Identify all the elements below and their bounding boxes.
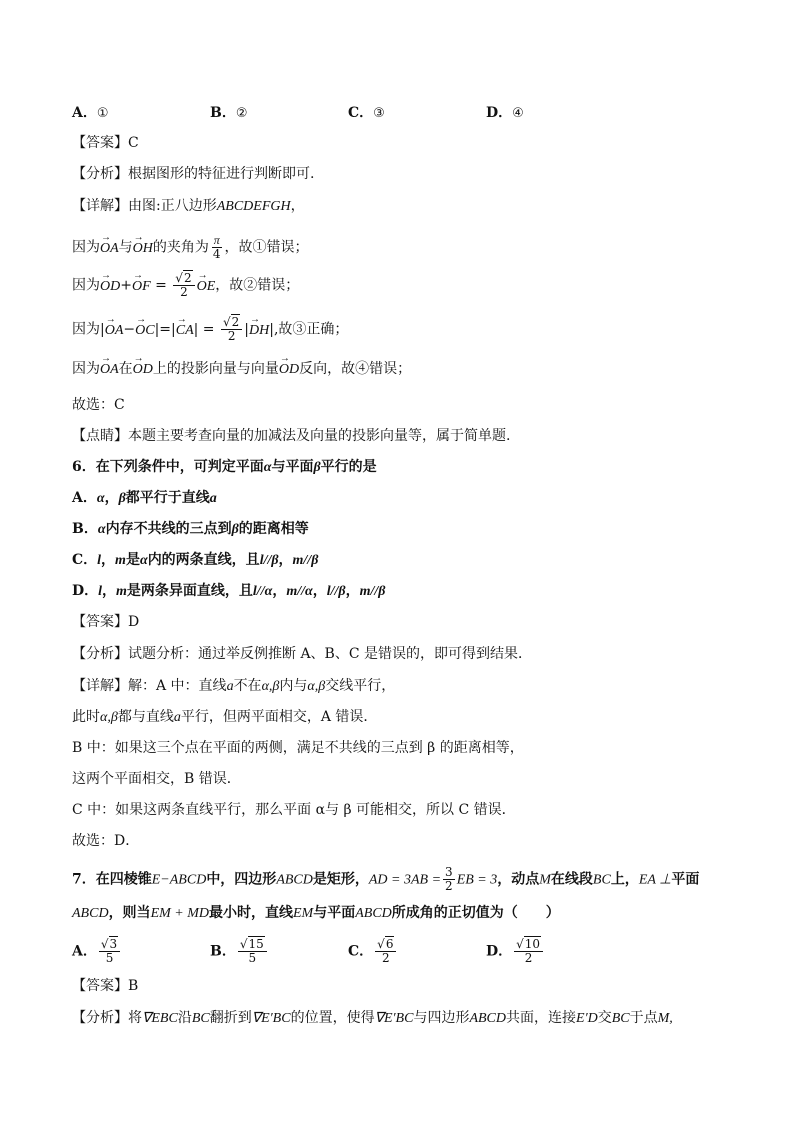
text: 6．在下列条件中，可判定平面 [72, 459, 264, 475]
math-abcd: ABCD [72, 906, 109, 921]
math-abcd: ABCD [469, 1011, 507, 1026]
text: 的距离相等 [238, 521, 309, 537]
radicand: 6 [385, 937, 394, 951]
text: ， [102, 583, 117, 599]
q6-detail-line-2 [72, 707, 377, 728]
q5-detail-line-1 [72, 234, 309, 261]
q6-stem [72, 457, 377, 478]
text: 上的投影向量与向量 [152, 361, 279, 377]
text: 此时 [72, 709, 100, 725]
text: ， [104, 490, 119, 506]
symbol-em: EM [293, 906, 314, 921]
text: ，故②错误； [215, 277, 300, 294]
symbol-beta: β [231, 522, 239, 537]
q6-option-a [72, 488, 217, 509]
vector-oe: → OE [197, 277, 216, 297]
symbol-bc: BC [611, 1011, 630, 1026]
symbol-beta: β [118, 491, 126, 506]
math-expr: E′D [576, 1011, 598, 1026]
math-expr: AD = 3AB = [368, 872, 442, 888]
text: 不在 [233, 678, 262, 694]
q5-detail-line-3: 因为|→ OA−→ OC|=|→ CA| = $\frac{√2}{2}$ |→ DH|,故③正确； [72, 316, 348, 343]
text: ， [272, 583, 287, 599]
option-letter: C． [348, 943, 374, 960]
option-letter: D． [486, 105, 513, 121]
symbol-a: a [226, 679, 234, 694]
q6-detail-line-1 [72, 676, 395, 697]
symbol-m: m [115, 553, 126, 568]
symbol-alpha: α [139, 553, 148, 568]
vector-od: → OD [279, 360, 299, 380]
symbol-m: m [116, 584, 127, 599]
q5-choose: 故选：C [72, 397, 125, 413]
text: ， [101, 552, 116, 568]
symbol-alpha: α [263, 460, 272, 475]
vector-of: → OF [132, 277, 151, 297]
q5-option-a [72, 102, 109, 122]
text: 沿 [177, 1010, 192, 1026]
text: 交线平行， [325, 678, 396, 694]
math-expr: M, [657, 1011, 673, 1026]
option-letter: A． [72, 490, 97, 506]
symbol-bc: BC [191, 1011, 210, 1026]
math-expr: ∇E′BC [251, 1011, 291, 1026]
text: 【分析】将 [72, 1010, 142, 1026]
vector-od: → OD [100, 277, 120, 297]
punct: ， [290, 198, 305, 214]
option-letter: B． [210, 105, 236, 121]
text: 与 [118, 239, 133, 256]
math-expr: m//α [286, 584, 313, 599]
option-value: ③ [373, 106, 385, 121]
q6-detail-line-5: C 中：如果这两条直线平行，那么平面 α与 β 可能相交，所以 C 错误． [72, 802, 516, 818]
denominator: 4 [212, 247, 221, 261]
text: 在线段 [550, 871, 593, 888]
denominator: 2 [381, 951, 390, 965]
text: ， [312, 583, 327, 599]
text: 与四边形 [413, 1010, 470, 1026]
q6-choose: 故选：D． [72, 833, 140, 849]
text: ， [345, 583, 360, 599]
q7-stem-line-2 [72, 903, 560, 924]
math-expr: m//β [292, 553, 319, 568]
text: 因为 [72, 277, 100, 294]
q6-analysis: 【分析】试题分析：通过举反例推断 A、B、C 是错误的，即可得到结果． [72, 646, 533, 662]
text: 是矩形， [312, 871, 369, 888]
text: 交 [597, 1010, 612, 1026]
q6-detail-line-4: 这两个平面相交，B 错误． [72, 771, 241, 787]
text: 于点 [629, 1010, 658, 1026]
q5-comment: 【点睛】本题主要考查向量的加减法及向量的投影向量等，属于简单题. [72, 428, 511, 444]
q5-answer: 【答案】C [72, 135, 139, 151]
math-expr: m//β [359, 584, 386, 599]
option-fraction: $\frac{√15}{5}$ [238, 938, 267, 965]
text: 内的两条直线，且 [147, 552, 260, 568]
q5-options [72, 102, 722, 124]
fraction-3-over-2 [443, 866, 455, 893]
symbol-alpha-beta: α,β [261, 679, 280, 694]
math-expr: l//β [259, 553, 279, 568]
octagon-label: ABCDEFGH [216, 199, 291, 214]
text: 共面，连接 [506, 1010, 577, 1026]
math-expr: l//α [252, 584, 273, 599]
q5-detail [72, 196, 305, 217]
q5-option-b [210, 102, 248, 122]
text: 中，四边形 [206, 871, 277, 888]
symbol-a: a [173, 710, 181, 725]
text: 【详解】解：A 中：直线 [72, 678, 227, 694]
q5-detail-line-2: 因为→ OD+→ OF = $\frac{√2}{2}$ → OE，故②错误； [72, 272, 299, 299]
symbol-a: a [209, 491, 217, 506]
vector-oa: → OA [100, 239, 119, 259]
q7-option-c [348, 938, 398, 965]
q7-option-d [486, 938, 545, 965]
math-expr: EA ⊥ [638, 872, 672, 888]
fraction-root2-over-2: $\frac{√2}{2}$ [173, 272, 194, 299]
denominator: 2 [524, 951, 533, 965]
option-fraction: $\frac{√6}{2}$ [375, 938, 396, 965]
fraction-root2-over-2: $\frac{√2}{2}$ [221, 316, 242, 343]
text: 因为 [72, 239, 100, 256]
symbol-m: M [539, 872, 551, 888]
math-expr: EM + MD [150, 906, 209, 921]
text: 反向，故④错误； [299, 361, 412, 377]
math-expr: l//β [326, 584, 346, 599]
vector-oa: → OA [105, 321, 124, 341]
option-value: ④ [512, 106, 524, 121]
radicand: 10 [524, 937, 541, 951]
vector-dh: → DH [249, 321, 269, 341]
radicand: 15 [248, 937, 264, 951]
text: 是两条异面直线，且 [126, 583, 253, 599]
math-expr: EB = 3 [456, 872, 498, 888]
q5-option-d [486, 102, 524, 122]
radicand: 2 [231, 315, 240, 329]
q7-answer: 【答案】B [72, 978, 139, 994]
q7-option-b [210, 938, 269, 965]
text: 翻折到 [209, 1010, 252, 1026]
math-expr: ∇E′BC [374, 1011, 414, 1026]
numerator: 3 [445, 865, 453, 879]
text: 因为 [72, 321, 100, 338]
option-letter: C． [348, 105, 374, 121]
detail-label: 【详解】 [72, 198, 128, 214]
option-letter: C． [72, 552, 98, 568]
option-value: ② [235, 106, 248, 121]
math-abcd: ABCD [276, 872, 313, 888]
option-letter: A． [72, 943, 97, 960]
symbol-bc: BC [592, 872, 611, 888]
option-value: ① [96, 106, 109, 121]
text: 平行的是 [320, 459, 377, 475]
text: ， [278, 552, 293, 568]
text: ，故①错误； [224, 239, 309, 256]
text: 内与 [279, 678, 308, 694]
vector-oa: → OA [100, 360, 119, 380]
denominator: 2 [227, 329, 236, 343]
text: 平行，但两平面相交，A 错误． [180, 709, 378, 725]
text: 7．在四棱锥 [72, 871, 152, 888]
symbol-l: l [97, 553, 102, 568]
text: 都与直线 [117, 709, 174, 725]
math-abcd: ABCD [355, 906, 392, 921]
denominator: 5 [248, 951, 257, 965]
option-letter: B． [72, 521, 98, 537]
text: 最小时，直线 [209, 905, 293, 921]
option-fraction: $\frac{√3}{5}$ [99, 938, 120, 965]
text: 是 [125, 552, 140, 568]
text: 都平行于直线 [125, 490, 210, 506]
vector-oc: → OC [135, 321, 154, 341]
denominator: 2 [180, 285, 188, 299]
q6-option-d [72, 581, 385, 602]
text: 因为 [72, 361, 100, 377]
text: 平面 [671, 871, 700, 888]
text: ，动点 [497, 871, 540, 888]
text: 所成角的正切值为（ ） [391, 905, 560, 921]
option-letter: D． [486, 943, 513, 960]
text: 与平面 [271, 459, 314, 475]
text: 上， [610, 871, 639, 888]
vector-oh: → OH [133, 239, 153, 259]
radicand: 3 [109, 937, 118, 951]
radicand: 2 [183, 271, 192, 285]
q7-stem-line-1 [72, 866, 699, 893]
q7-analysis [72, 1008, 673, 1029]
text: 与平面 [313, 905, 356, 921]
q5-detail-line-4 [72, 359, 411, 380]
symbol-alpha-beta: α,β [307, 679, 326, 694]
text: ,故③正确； [273, 321, 349, 338]
symbol-alpha: α [96, 491, 105, 506]
text: 的夹角为 [152, 239, 209, 256]
vector-od: → OD [133, 360, 153, 380]
option-letter: D． [72, 583, 99, 599]
math-expr: E−ABCD [151, 872, 207, 888]
symbol-alpha-beta: α,β [100, 710, 118, 725]
text: 的位置，使得 [290, 1010, 375, 1026]
denominator: 2 [445, 879, 453, 893]
math-expr: ∇EBC [142, 1011, 178, 1026]
fraction-pi-over-4 [211, 234, 223, 261]
text: 内存不共线的三点到 [105, 521, 232, 537]
option-fraction: $\frac{√10}{2}$ [514, 938, 543, 965]
q6-detail-line-3: B 中：如果这三个点在平面的两侧，满足不共线的三点到 β 的距离相等， [72, 740, 524, 756]
detail-text: 由图:正八边形 [128, 198, 217, 214]
vector-ca: → CA [176, 321, 194, 341]
denominator: 5 [105, 951, 114, 965]
q6-option-b [72, 519, 309, 540]
q7-option-a [72, 938, 122, 965]
numerator: π [213, 233, 220, 247]
option-letter: A． [72, 105, 97, 121]
symbol-beta: β [313, 460, 321, 475]
symbol-l: l [98, 584, 103, 599]
q6-answer: 【答案】D [72, 614, 140, 630]
text: ，则当 [108, 905, 151, 921]
option-letter: B． [210, 943, 236, 960]
q5-option-c [348, 102, 385, 122]
q6-option-c [72, 550, 318, 571]
q7-options [72, 930, 722, 964]
symbol-alpha: α [97, 522, 106, 537]
text: 在 [118, 361, 133, 377]
q5-analysis: 【分析】根据图形的特征进行判断即可. [72, 166, 315, 182]
